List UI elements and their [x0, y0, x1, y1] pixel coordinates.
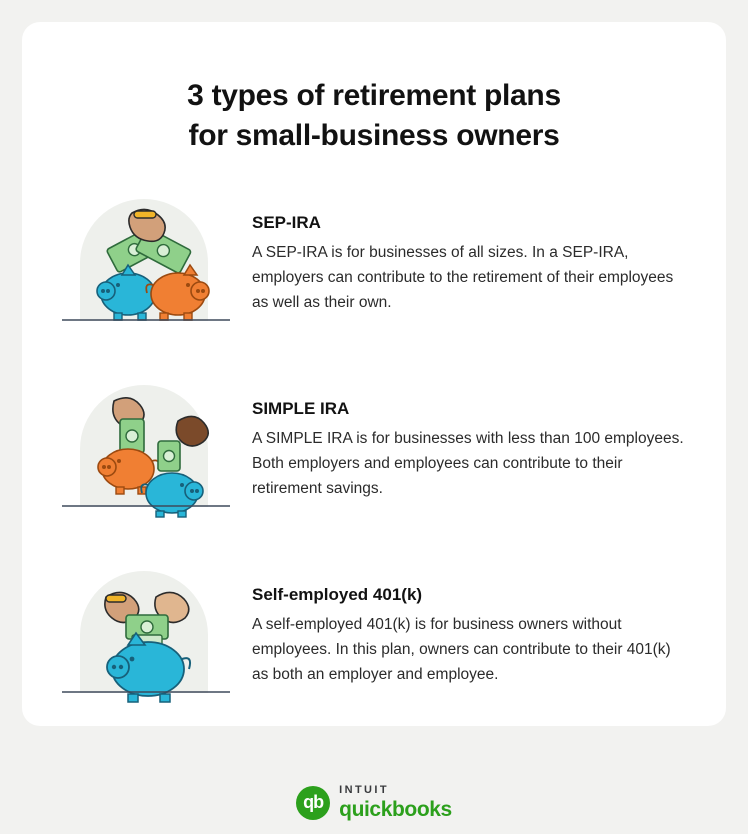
ground-line	[62, 319, 230, 321]
plan-text	[252, 199, 686, 315]
plan-body: A SIMPLE IRA is for businesses with less than 100 employees. Both employers and employees can contribute to their retirement savings.	[252, 430, 684, 498]
piggy-banks-icon	[62, 199, 230, 339]
content-card	[22, 22, 726, 726]
plan-list	[62, 199, 686, 711]
simple-ira-illustration	[62, 385, 230, 525]
plan-body: A SEP-IRA is for businesses of all sizes. In a SEP-IRA, employers can contribute to the retirement of their employees as well as their own.	[252, 244, 674, 312]
quickbooks-logo-icon: qb	[296, 786, 330, 820]
page-title	[62, 76, 686, 155]
list-item	[62, 571, 686, 711]
plan-body: A self-employed 401(k) is for business owners without employees. In this plan, owners can contribute to their 401(k) as both an employer and employee.	[252, 616, 671, 684]
piggy-bank-icon	[62, 571, 230, 711]
list-item	[62, 199, 686, 339]
sep-ira-illustration	[62, 199, 230, 339]
page-title-line-2: for small-business owners	[188, 118, 560, 152]
plan-text	[252, 385, 686, 501]
brand-footer	[0, 785, 748, 820]
quickbooks-wordmark: quickbooks	[339, 798, 452, 821]
piggy-banks-icon	[62, 385, 230, 525]
plan-text	[252, 571, 686, 687]
page-title-line-1: 3 types of retirement plans	[187, 79, 561, 112]
ground-line	[62, 505, 230, 507]
plan-heading: SIMPLE IRA	[252, 399, 350, 419]
plan-heading: Self-employed 401(k)	[252, 585, 423, 605]
list-item	[62, 385, 686, 525]
plan-heading: SEP-IRA	[252, 213, 321, 233]
self-employed-401k-illustration	[62, 571, 230, 711]
ground-line	[62, 691, 230, 693]
intuit-wordmark: INTUIT	[339, 784, 389, 796]
brand-wordmark	[339, 785, 452, 820]
